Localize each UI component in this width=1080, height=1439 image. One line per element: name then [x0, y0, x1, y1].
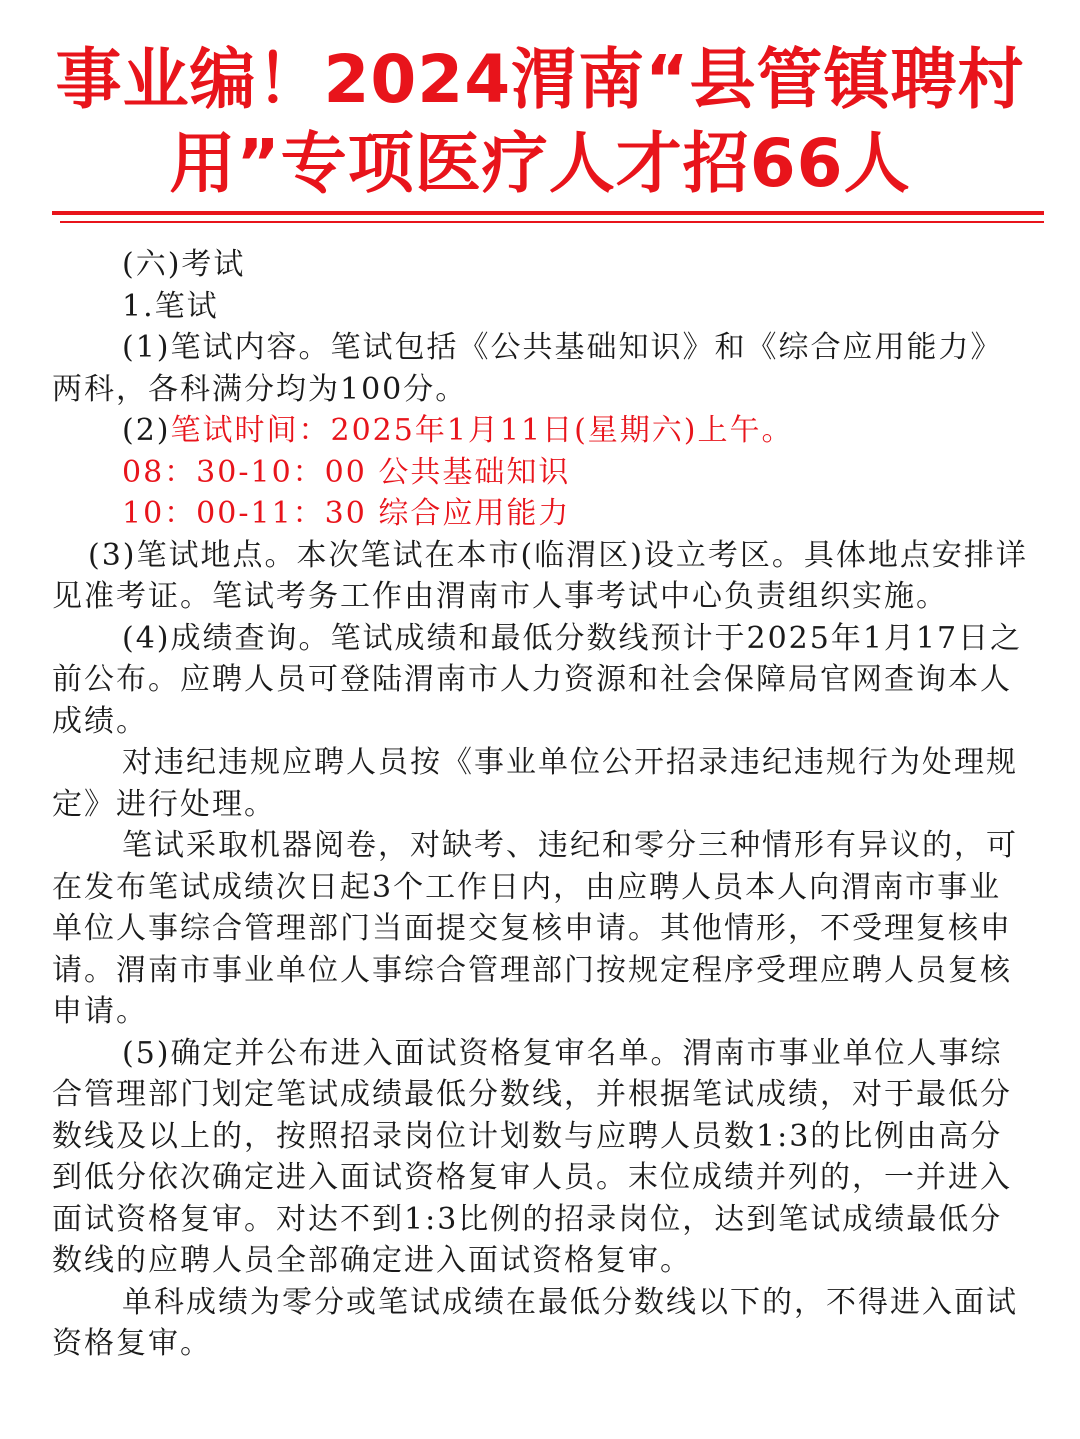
- page-title: [0, 38, 1080, 206]
- paragraph-violation: 对违纪违规应聘人员按《事业单位公开招录违纪违规行为处理规定》进行处理。: [52, 745, 1018, 822]
- section-heading: (六)考试: [122, 247, 246, 282]
- exam-time-text: 笔试时间：2025年1月11日(星期六)上午。: [170, 413, 794, 448]
- title-line-1: 事业编！2024渭南“县管镇聘村: [55, 41, 1025, 118]
- paragraph-interview-list: (5)确定并公布进入面试资格复审名单。渭南市事业单位人事综合管理部门划定笔试成绩最低分数线，并根据笔试成绩，对于最低分数线及以上的，按照招录岗位计划数与应聘人员数1:3的比例由高分到低分依次确定进入面试资格复审人员。末位成绩并列的，一并进入面试资格复审。对达不到1:3比例的招录岗位，达到笔试成绩最低分数线的应聘人员全部确定进入面试资格复审。: [52, 1035, 1012, 1278]
- exam-time-prefix: (2): [122, 413, 171, 448]
- paragraph-exam-content: (1)笔试内容。笔试包括《公共基础知识》和《综合应用能力》两科，各科满分均为100分。: [52, 330, 1003, 407]
- sub-heading: 1.笔试: [122, 288, 219, 324]
- schedule-line-2: 10：00-11：30 综合应用能力: [122, 496, 571, 531]
- title-line-2: 用”专项医疗人才招66人: [169, 125, 911, 202]
- schedule-line-1: 08：30-10：00 公共基础知识: [122, 454, 571, 490]
- title-divider-thick: [52, 211, 1044, 215]
- title-divider-thin: [60, 221, 1044, 223]
- paragraph-exam-time: [52, 410, 1032, 452]
- paragraph-zero-score: 单科成绩为零分或笔试成绩在最低分数线以下的，不得进入面试资格复审。: [52, 1284, 1018, 1361]
- paragraph-score-query: (4)成绩查询。笔试成绩和最低分数线预计于2025年1月17日之前公布。应聘人员可登陆渭南市人力资源和社会保障局官网查询本人成绩。: [52, 620, 1023, 739]
- paragraph-exam-location: (3)笔试地点。本次笔试在本市(临渭区)设立考区。具体地点安排详见准考证。笔试考务工作由渭南市人事考试中心负责组织实施。: [52, 537, 1028, 614]
- document-body: [52, 244, 1032, 1365]
- paragraph-review: 笔试采取机器阅卷，对缺考、违纪和零分三种情形有异议的，可在发布笔试成绩次日起3个工作日内，由应聘人员本人向渭南市事业单位人事综合管理部门当面提交复核申请。其他情形，不受理复核申请。渭南市事业单位人事综合管理部门按规定程序受理应聘人员复核申请。: [52, 828, 1018, 1029]
